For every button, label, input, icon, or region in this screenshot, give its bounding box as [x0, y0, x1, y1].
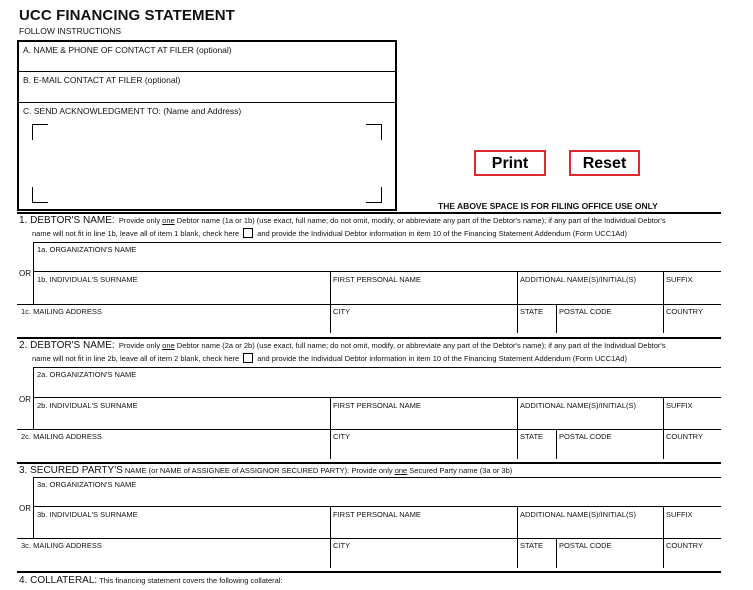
filer-contact-box	[17, 40, 397, 211]
secured-city-label: CITY	[333, 541, 351, 550]
secured-org-name-label: 3a. ORGANIZATION'S NAME	[37, 480, 137, 489]
follow-instructions: FOLLOW INSTRUCTIONS	[19, 26, 122, 36]
debtor1-state-label: STATE	[520, 307, 544, 316]
secured-mailing-label: 3c. MAILING ADDRESS	[21, 541, 102, 550]
section1-top-rule	[17, 212, 721, 214]
print-button[interactable]: Print	[474, 150, 546, 176]
debtor2-org-name-input[interactable]	[34, 381, 720, 395]
corner-bottom-left	[32, 187, 48, 203]
debtor1-mailing-label: 1c. MAILING ADDRESS	[21, 307, 102, 316]
debtor1-country-label: COUNTRY	[666, 307, 703, 316]
secured-heading: 3. SECURED PARTY'S NAME (or NAME of ASSIGNEE of ASSIGNOR SECURED PARTY): Provide only one Secured Party name (3a or 3b)	[19, 465, 513, 476]
secured-state-label: STATE	[520, 541, 544, 550]
form-title: UCC FINANCING STATEMENT	[19, 7, 235, 24]
debtor2-state-label: STATE	[520, 432, 544, 441]
debtor1-individual-checkbox[interactable]	[243, 228, 253, 238]
secured-suffix-label: SUFFIX	[666, 510, 693, 519]
corner-top-left	[32, 124, 48, 140]
reset-button[interactable]: Reset	[569, 150, 640, 176]
debtor1-additional-label: ADDITIONAL NAME(S)/INITIAL(S)	[520, 275, 636, 284]
debtor2-org-name-label: 2a. ORGANIZATION'S NAME	[37, 370, 137, 379]
corner-bottom-right	[366, 187, 382, 203]
debtor2-additional-label: ADDITIONAL NAME(S)/INITIAL(S)	[520, 401, 636, 410]
debtor1-org-name-input[interactable]	[34, 256, 720, 270]
debtor1-postal-label: POSTAL CODE	[559, 307, 612, 316]
debtor1-or: OR	[19, 269, 31, 278]
debtor2-individual-checkbox[interactable]	[243, 353, 253, 363]
secured-first-name-label: FIRST PERSONAL NAME	[333, 510, 421, 519]
section4-top-rule	[17, 571, 721, 573]
filing-office-note: THE ABOVE SPACE IS FOR FILING OFFICE USE ONLY	[438, 201, 658, 211]
debtor1-heading-line2: name will not fit in line 1b, leave all of item 1 blank, check here and provide the Individual Debtor information in item 10 of the Financing Statement Addendum (Form UCC1Ad)	[32, 229, 627, 238]
acknowledgment-address-field[interactable]	[19, 103, 395, 209]
corner-top-right	[366, 124, 382, 140]
secured-postal-label: POSTAL CODE	[559, 541, 612, 550]
debtor2-or: OR	[19, 395, 31, 404]
debtor2-mailing-label: 2c. MAILING ADDRESS	[21, 432, 102, 441]
secured-country-label: COUNTRY	[666, 541, 703, 550]
debtor2-surname-label: 2b. INDIVIDUAL'S SURNAME	[37, 401, 138, 410]
acknowledgment-label: C. SEND ACKNOWLEDGMENT TO: (Name and Address)	[23, 106, 242, 116]
debtor2-first-name-label: FIRST PERSONAL NAME	[333, 401, 421, 410]
debtor1-suffix-label: SUFFIX	[666, 275, 693, 284]
debtor1-city-label: CITY	[333, 307, 351, 316]
debtor2-postal-label: POSTAL CODE	[559, 432, 612, 441]
debtor1-heading: 1. DEBTOR'S NAME: Provide only one Debtor name (1a or 1b) (use exact, full name; do not omit, modify, or abbreviate any part of the Debtor's name); if any part of the Individual Debtor's	[19, 215, 666, 226]
debtor1-surname-label: 1b. INDIVIDUAL'S SURNAME	[37, 275, 138, 284]
section3-top-rule	[17, 462, 721, 464]
debtor2-country-label: COUNTRY	[666, 432, 703, 441]
section2-top-rule	[17, 337, 721, 339]
debtor2-city-label: CITY	[333, 432, 351, 441]
debtor2-suffix-label: SUFFIX	[666, 401, 693, 410]
debtor1-org-name-label: 1a. ORGANIZATION'S NAME	[37, 245, 137, 254]
secured-org-name-input[interactable]	[34, 490, 720, 504]
contact-name-phone-field[interactable]	[19, 42, 395, 72]
collateral-heading: 4. COLLATERAL: This financing statement covers the following collateral:	[19, 575, 283, 586]
contact-name-phone-label: A. NAME & PHONE OF CONTACT AT FILER (optional)	[23, 45, 232, 55]
contact-email-field[interactable]	[19, 72, 395, 103]
debtor1-first-name-label: FIRST PERSONAL NAME	[333, 275, 421, 284]
secured-surname-label: 3b. INDIVIDUAL'S SURNAME	[37, 510, 138, 519]
secured-additional-label: ADDITIONAL NAME(S)/INITIAL(S)	[520, 510, 636, 519]
debtor2-heading-line2: name will not fit in line 2b, leave all of item 2 blank, check here and provide the Individual Debtor information in item 10 of the Financing Statement Addendum (Form UCC1Ad)	[32, 354, 627, 363]
debtor2-heading: 2. DEBTOR'S NAME: Provide only one Debtor name (2a or 2b) (use exact, full name; do not omit, modify, or abbreviate any part of the Debtor's name); if any part of the Individual Debtor's	[19, 340, 666, 351]
contact-email-label: B. E-MAIL CONTACT AT FILER (optional)	[23, 75, 181, 85]
secured-or: OR	[19, 504, 31, 513]
